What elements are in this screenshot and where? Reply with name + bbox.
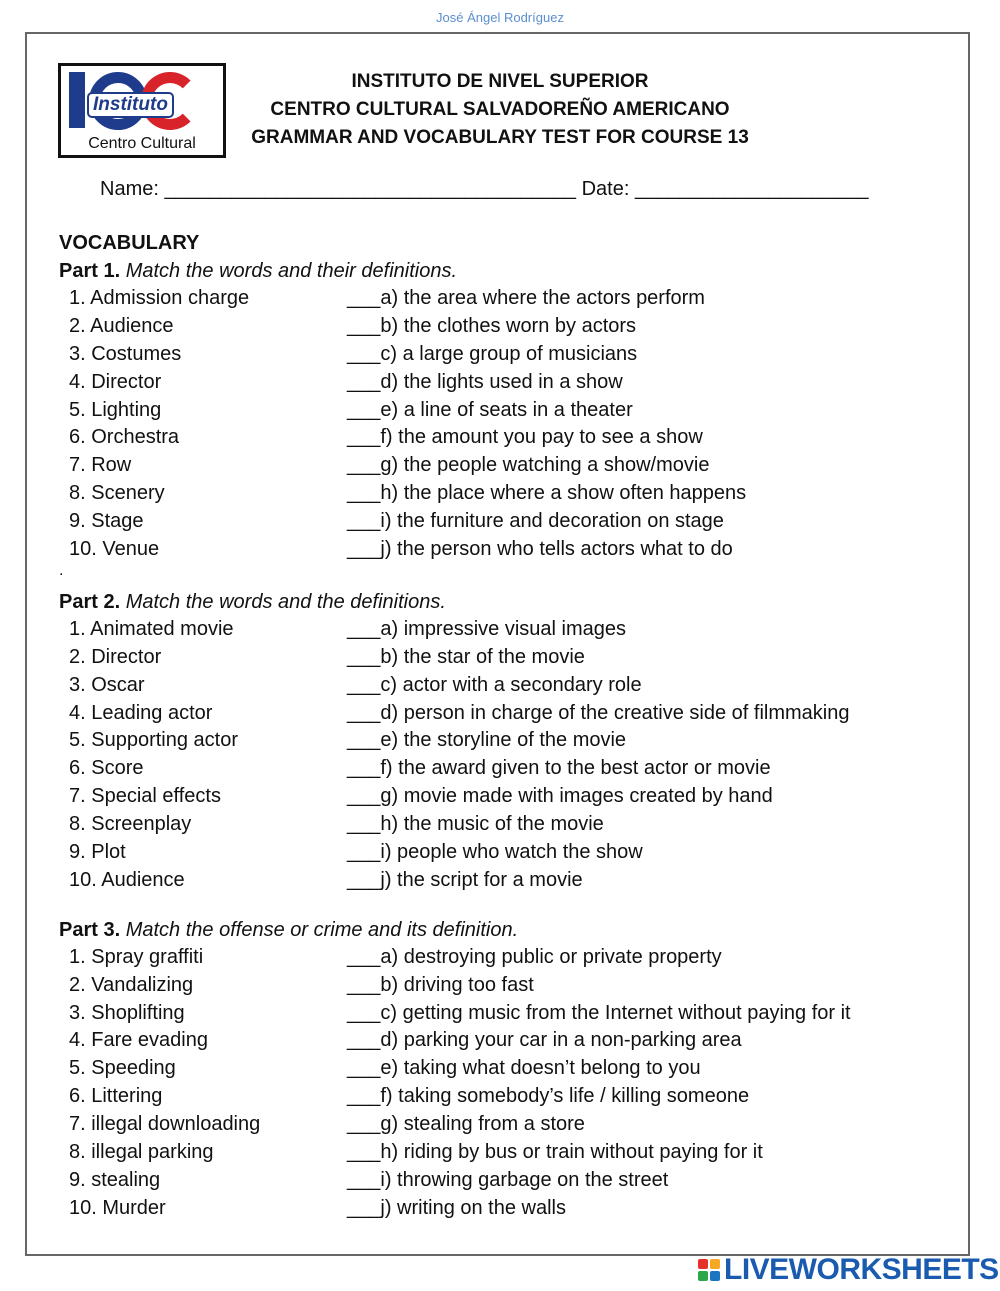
match-row bbox=[59, 369, 959, 397]
match-definition-blank[interactable]: ___g) the people watching a show/movie bbox=[347, 454, 710, 477]
match-definition-blank[interactable]: ___d) person in charge of the creative side of filmmaking bbox=[347, 701, 850, 724]
match-term: 9. Stage bbox=[69, 510, 144, 533]
match-row bbox=[59, 1167, 959, 1195]
section-heading: VOCABULARY bbox=[59, 232, 200, 254]
match-term: 1. Spray graffiti bbox=[69, 945, 204, 968]
match-definition-blank[interactable]: ___c) getting music from the Internet without paying for it bbox=[347, 1001, 851, 1024]
parts-container bbox=[59, 257, 959, 1223]
match-term: 6. Orchestra bbox=[69, 426, 180, 449]
match-term: 2. Director bbox=[69, 645, 162, 668]
match-term: 7. Row bbox=[69, 454, 132, 477]
part-gap bbox=[59, 895, 959, 916]
match-term: 8. illegal parking bbox=[69, 1141, 214, 1164]
match-definition-blank[interactable]: ___d) parking your car in a non-parking area bbox=[347, 1029, 742, 1052]
match-row bbox=[59, 1000, 959, 1028]
match-definition-blank[interactable]: ___d) the lights used in a show bbox=[347, 370, 623, 393]
match-definition-blank[interactable]: ___g) movie made with images created by hand bbox=[347, 785, 773, 808]
part-instruction: Match the words and their definitions. bbox=[125, 260, 458, 282]
match-term: 10. Audience bbox=[69, 868, 185, 891]
logo-subtitle: Centro Cultural bbox=[88, 135, 196, 152]
name-date-line[interactable]: Name: _____________________________________ Date: _____________________ bbox=[100, 178, 869, 200]
worksheet-content bbox=[59, 229, 959, 1223]
match-definition-blank[interactable]: ___j) writing on the walls bbox=[347, 1196, 566, 1219]
logo-bar bbox=[69, 72, 85, 128]
match-term: 5. Speeding bbox=[69, 1057, 176, 1080]
match-row bbox=[59, 839, 959, 867]
part-label: Part 2. bbox=[59, 590, 121, 613]
match-definition-blank[interactable]: ___h) the place where a show often happens bbox=[347, 482, 747, 505]
header-line-3: GRAMMAR AND VOCABULARY TEST FOR COURSE 13 bbox=[251, 127, 749, 148]
match-term: 7. illegal downloading bbox=[69, 1113, 261, 1136]
match-definition-blank[interactable]: ___h) riding by bus or train without paying for it bbox=[347, 1141, 763, 1164]
part-3-title bbox=[59, 916, 959, 944]
author-credit: José Ángel Rodríguez bbox=[436, 10, 564, 25]
match-term: 5. Lighting bbox=[69, 398, 162, 421]
match-term: 8. Screenplay bbox=[69, 813, 192, 836]
match-row bbox=[59, 1139, 959, 1167]
match-definition-blank[interactable]: ___e) the storyline of the movie bbox=[347, 729, 627, 752]
match-row bbox=[59, 1027, 959, 1055]
brand-logo-icon bbox=[698, 1259, 720, 1281]
match-row bbox=[59, 1195, 959, 1223]
test-header bbox=[240, 68, 760, 152]
match-term: 9. Plot bbox=[69, 841, 126, 864]
match-definition-blank[interactable]: ___i) people who watch the show bbox=[347, 841, 643, 864]
part-label: Part 1. bbox=[59, 260, 121, 282]
match-row bbox=[59, 397, 959, 425]
match-definition-blank[interactable]: ___f) taking somebody’s life / killing someone bbox=[347, 1085, 750, 1108]
match-definition-blank[interactable]: ___b) driving too fast bbox=[347, 973, 534, 996]
match-definition-blank[interactable]: ___j) the script for a movie bbox=[347, 868, 583, 891]
match-definition-blank[interactable]: ___b) the star of the movie bbox=[347, 645, 585, 668]
header-line-2: CENTRO CULTURAL SALVADOREÑO AMERICANO bbox=[270, 99, 730, 120]
match-term: 7. Special effects bbox=[69, 785, 221, 808]
match-term: 4. Director bbox=[69, 370, 162, 393]
match-row bbox=[59, 972, 959, 1000]
match-term: 3. Costumes bbox=[69, 342, 182, 365]
match-definition-blank[interactable]: ___i) the furniture and decoration on stage bbox=[347, 510, 724, 533]
match-term: 9. stealing bbox=[69, 1168, 161, 1191]
match-row bbox=[59, 944, 959, 972]
match-term: 6. Littering bbox=[69, 1085, 163, 1108]
match-definition-blank[interactable]: ___g) stealing from a store bbox=[347, 1113, 585, 1136]
match-row bbox=[59, 1083, 959, 1111]
liveworksheets-brand bbox=[698, 1253, 999, 1287]
match-definition-blank[interactable]: ___f) the award given to the best actor or movie bbox=[347, 757, 771, 780]
logo-word: Instituto bbox=[87, 92, 174, 118]
match-row bbox=[59, 644, 959, 672]
match-row bbox=[59, 536, 959, 564]
match-definition-blank[interactable]: ___e) a line of seats in a theater bbox=[347, 398, 633, 421]
part-2-title bbox=[59, 588, 959, 616]
match-definition-blank[interactable]: ___a) destroying public or private property bbox=[347, 945, 722, 968]
match-row bbox=[59, 867, 959, 895]
part-1-title bbox=[59, 257, 959, 285]
part-instruction: Match the offense or crime and its definition. bbox=[125, 918, 519, 941]
match-row bbox=[59, 700, 959, 728]
match-term: 10. Venue bbox=[69, 538, 160, 561]
part-label: Part 3. bbox=[59, 918, 121, 941]
match-term: 1. Admission charge bbox=[69, 287, 250, 309]
match-term: 1. Animated movie bbox=[69, 617, 234, 640]
institute-logo bbox=[58, 63, 226, 158]
match-definition-blank[interactable]: ___c) a large group of musicians bbox=[347, 342, 638, 365]
match-term: 4. Leading actor bbox=[69, 701, 213, 724]
match-row bbox=[59, 811, 959, 839]
match-term: 2. Audience bbox=[69, 314, 174, 337]
match-term: 6. Score bbox=[69, 757, 144, 780]
match-term: 2. Vandalizing bbox=[69, 973, 194, 996]
match-term: 8. Scenery bbox=[69, 482, 165, 505]
match-definition-blank[interactable]: ___h) the music of the movie bbox=[347, 813, 604, 836]
match-row bbox=[59, 424, 959, 452]
match-definition-blank[interactable]: ___i) throwing garbage on the street bbox=[347, 1168, 669, 1191]
match-definition-blank[interactable]: ___a) the area where the actors perform bbox=[347, 287, 705, 309]
brand-text: LIVEWORKSHEETS bbox=[724, 1253, 999, 1286]
match-definition-blank[interactable]: ___f) the amount you pay to see a show bbox=[347, 426, 703, 449]
part-instruction: Match the words and the definitions. bbox=[125, 590, 446, 613]
match-term: 3. Oscar bbox=[69, 673, 145, 696]
match-definition-blank[interactable]: ___b) the clothes worn by actors bbox=[347, 314, 637, 337]
match-row bbox=[59, 480, 959, 508]
match-row bbox=[59, 1111, 959, 1139]
match-term: 10. Murder bbox=[69, 1196, 166, 1219]
separator-dot: . bbox=[59, 561, 64, 579]
match-row bbox=[59, 616, 959, 644]
match-term: 4. Fare evading bbox=[69, 1029, 208, 1052]
match-row bbox=[59, 755, 959, 783]
brand-square bbox=[698, 1259, 708, 1269]
match-row bbox=[59, 285, 959, 313]
match-row bbox=[59, 508, 959, 536]
match-row bbox=[59, 313, 959, 341]
match-term: 5. Supporting actor bbox=[69, 729, 238, 752]
header-line-1: INSTITUTO DE NIVEL SUPERIOR bbox=[351, 71, 649, 92]
match-definition-blank[interactable]: ___e) taking what doesn’t belong to you bbox=[347, 1057, 701, 1080]
brand-square bbox=[710, 1259, 720, 1269]
match-row bbox=[59, 783, 959, 811]
match-row bbox=[59, 341, 959, 369]
match-definition-blank[interactable]: ___j) the person who tells actors what to do bbox=[347, 538, 733, 561]
match-row bbox=[59, 727, 959, 755]
match-row bbox=[59, 452, 959, 480]
match-definition-blank[interactable]: ___c) actor with a secondary role bbox=[347, 673, 642, 696]
match-definition-blank[interactable]: ___a) impressive visual images bbox=[347, 617, 627, 640]
brand-square bbox=[710, 1271, 720, 1281]
match-row bbox=[59, 672, 959, 700]
match-row bbox=[59, 1055, 959, 1083]
brand-square bbox=[698, 1271, 708, 1281]
match-term: 3. Shoplifting bbox=[69, 1001, 185, 1024]
